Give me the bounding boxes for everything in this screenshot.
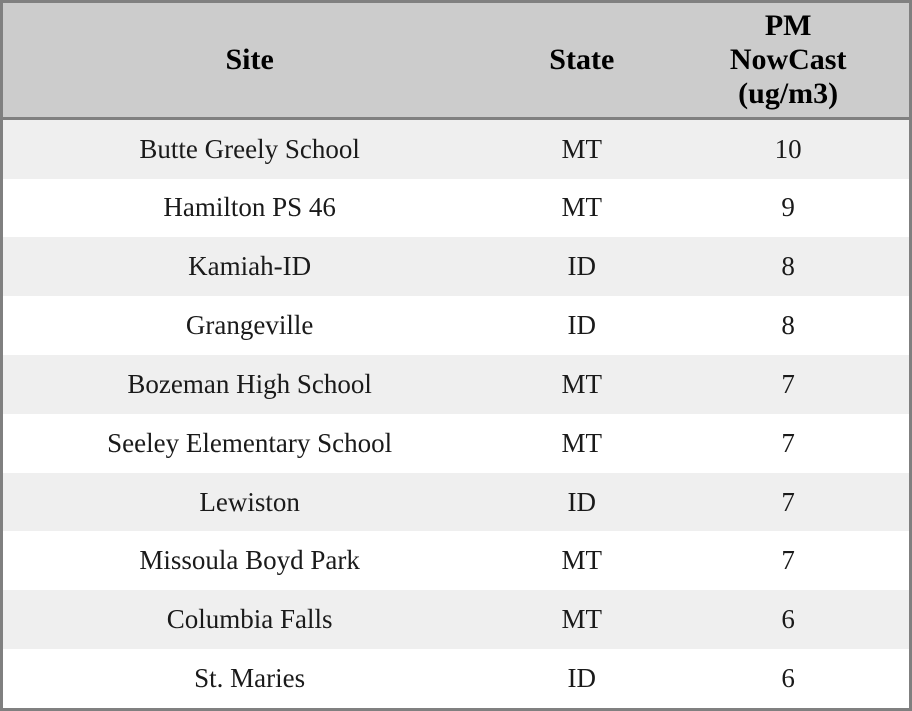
column-header-pm-line-3: (ug/m3) bbox=[738, 76, 839, 110]
cell-site: Seeley Elementary School bbox=[107, 427, 393, 458]
cell-state: MT bbox=[561, 368, 603, 399]
cell-state: ID bbox=[567, 663, 597, 694]
table-row bbox=[3, 531, 909, 590]
cell-pm: 6 bbox=[781, 663, 795, 694]
table-row bbox=[3, 296, 909, 355]
column-header-state: State bbox=[496, 3, 667, 118]
table-row bbox=[3, 237, 909, 296]
table-row bbox=[3, 649, 909, 708]
column-header-pm-line-1: PM bbox=[764, 9, 812, 42]
cell-pm: 9 bbox=[781, 192, 795, 223]
cell-site: Grangeville bbox=[185, 310, 314, 341]
column-header-site: Site bbox=[3, 3, 496, 118]
cell-site: Kamiah-ID bbox=[188, 251, 312, 282]
table-row bbox=[3, 355, 909, 414]
table-header bbox=[3, 3, 909, 118]
cell-site: Butte Greely School bbox=[139, 133, 360, 164]
cell-pm: 7 bbox=[781, 486, 795, 517]
table-row bbox=[3, 590, 909, 649]
cell-pm: 8 bbox=[781, 310, 795, 341]
cell-pm: 10 bbox=[774, 133, 802, 164]
table-body bbox=[3, 118, 909, 708]
cell-state: MT bbox=[561, 427, 603, 458]
cell-state: MT bbox=[561, 604, 603, 635]
cell-state: MT bbox=[561, 545, 603, 576]
column-header-pm-line-2: NowCast bbox=[729, 42, 847, 76]
cell-site: Bozeman High School bbox=[127, 368, 372, 399]
cell-state: MT bbox=[561, 133, 603, 164]
air-quality-table bbox=[3, 3, 909, 708]
cell-site: Lewiston bbox=[199, 486, 300, 517]
table-row bbox=[3, 179, 909, 238]
column-header-pm-nowcast bbox=[667, 3, 909, 118]
cell-state: MT bbox=[561, 192, 603, 223]
cell-pm: 6 bbox=[781, 604, 795, 635]
cell-pm: 7 bbox=[781, 368, 795, 399]
cell-state: ID bbox=[567, 486, 597, 517]
cell-state: ID bbox=[567, 251, 597, 282]
table-row bbox=[3, 118, 909, 178]
cell-state: ID bbox=[567, 310, 597, 341]
cell-site: Hamilton PS 46 bbox=[163, 192, 336, 223]
table-row bbox=[3, 473, 909, 532]
cell-pm: 7 bbox=[781, 545, 795, 576]
cell-pm: 7 bbox=[781, 427, 795, 458]
table-row bbox=[3, 414, 909, 473]
cell-site: Missoula Boyd Park bbox=[139, 545, 360, 576]
cell-site: Columbia Falls bbox=[166, 604, 333, 635]
cell-site: St. Maries bbox=[194, 663, 306, 694]
table-header-row bbox=[3, 3, 909, 118]
cell-pm: 8 bbox=[781, 251, 795, 282]
